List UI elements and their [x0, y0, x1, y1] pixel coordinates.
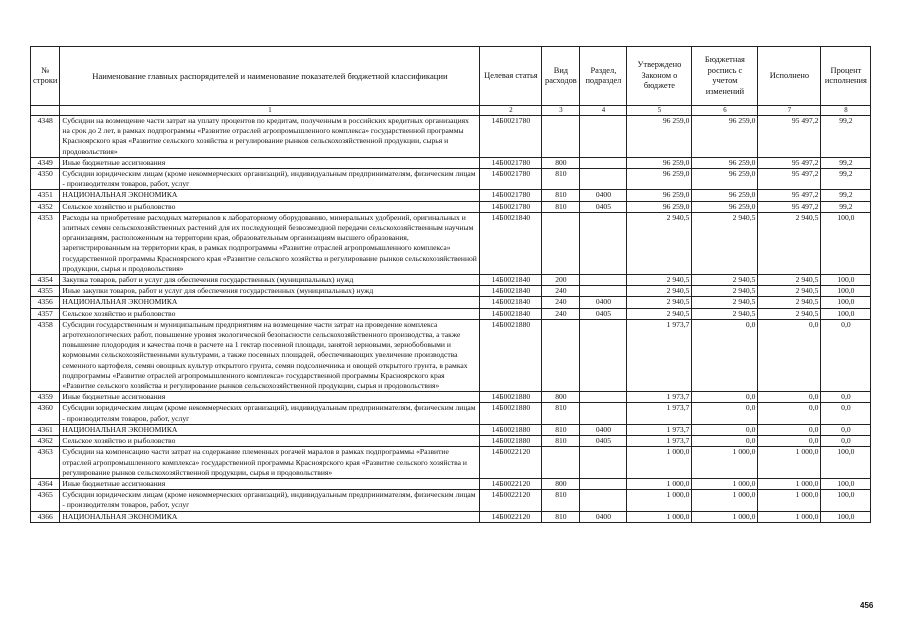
row-name-cell: Сельское хозяйство и рыболовство [60, 201, 480, 212]
percent-cell: 100,0 [821, 297, 871, 308]
executed-amount-cell: 1 000,0 [758, 490, 821, 511]
executed-amount-cell: 1 000,0 [758, 478, 821, 489]
percent-cell: 100,0 [821, 447, 871, 479]
row-number-cell: 4356 [31, 297, 60, 308]
row-number-cell: 4348 [31, 116, 60, 158]
column-number-cell: 6 [692, 106, 758, 116]
approved-amount-cell: 1 000,0 [627, 447, 692, 479]
table-row [31, 511, 871, 522]
row-number-cell: 4364 [31, 478, 60, 489]
executed-amount-cell: 2 940,5 [758, 297, 821, 308]
executed-amount-cell: 0,0 [758, 424, 821, 435]
percent-cell: 100,0 [821, 286, 871, 297]
percent-cell: 100,0 [821, 212, 871, 274]
expense-type-cell [542, 319, 580, 391]
target-article-cell: 14Б0022120 [480, 478, 542, 489]
row-number-cell: 4358 [31, 319, 60, 391]
budget-plan-amount-cell: 1 000,0 [692, 511, 758, 522]
row-number-cell: 4357 [31, 308, 60, 319]
section-cell [580, 490, 627, 511]
target-article-cell: 14Б0021880 [480, 424, 542, 435]
budget-plan-amount-cell: 0,0 [692, 392, 758, 403]
budget-plan-amount-cell: 2 940,5 [692, 275, 758, 286]
row-name-cell: Иные бюджетные ассигнования [60, 478, 480, 489]
row-name-cell: Закупка товаров, работ и услуг для обеспечения государственных (муниципальных) нужд [60, 275, 480, 286]
budget-plan-amount-cell: 96 259,0 [692, 201, 758, 212]
row-name-cell: Иные бюджетные ассигнования [60, 392, 480, 403]
expense-type-cell: 810 [542, 511, 580, 522]
table-row [31, 286, 871, 297]
header-row [31, 47, 871, 106]
approved-amount-cell: 1 973,7 [627, 436, 692, 447]
row-number-cell: 4354 [31, 275, 60, 286]
row-number-cell: 4349 [31, 157, 60, 168]
executed-amount-cell: 0,0 [758, 436, 821, 447]
approved-amount-cell: 1 000,0 [627, 511, 692, 522]
target-article-cell: 14Б0021840 [480, 212, 542, 274]
row-number-cell: 4361 [31, 424, 60, 435]
column-number-cell: 8 [821, 106, 871, 116]
table-row [31, 201, 871, 212]
expense-type-cell: 810 [542, 403, 580, 424]
budget-plan-amount-cell: 96 259,0 [692, 169, 758, 190]
expense-type-cell: 810 [542, 190, 580, 201]
approved-amount-cell: 1 973,7 [627, 424, 692, 435]
approved-amount-cell: 96 259,0 [627, 157, 692, 168]
approved-amount-cell: 96 259,0 [627, 169, 692, 190]
expense-type-cell [542, 212, 580, 274]
budget-plan-amount-cell: 0,0 [692, 424, 758, 435]
approved-amount-cell: 96 259,0 [627, 201, 692, 212]
table-row [31, 190, 871, 201]
budget-plan-amount-cell: 2 940,5 [692, 286, 758, 297]
section-cell: 0400 [580, 190, 627, 201]
row-number-cell: 4359 [31, 392, 60, 403]
page-number: 456 [860, 601, 874, 610]
row-number-cell: 4353 [31, 212, 60, 274]
row-name-cell: Иные закупки товаров, работ и услуг для обеспечения государственных (муниципальных) нужд [60, 286, 480, 297]
expense-type-cell: 240 [542, 297, 580, 308]
expense-type-cell: 810 [542, 490, 580, 511]
row-number-cell: 4351 [31, 190, 60, 201]
target-article-cell: 14Б0021880 [480, 436, 542, 447]
target-article-cell: 14Б0022120 [480, 490, 542, 511]
percent-cell: 100,0 [821, 275, 871, 286]
executed-amount-cell: 2 940,5 [758, 275, 821, 286]
row-name-cell: Иные бюджетные ассигнования [60, 157, 480, 168]
column-number-cell: 4 [580, 106, 627, 116]
row-number-cell: 4363 [31, 447, 60, 479]
executed-amount-cell: 0,0 [758, 319, 821, 391]
section-cell [580, 275, 627, 286]
row-name-cell: Сельское хозяйство и рыболовство [60, 308, 480, 319]
budget-plan-amount-cell: 0,0 [692, 403, 758, 424]
executed-amount-cell: 95 497,2 [758, 201, 821, 212]
row-name-cell: Сельское хозяйство и рыболовство [60, 436, 480, 447]
expense-type-cell: 810 [542, 201, 580, 212]
table-row [31, 319, 871, 391]
approved-amount-cell: 96 259,0 [627, 190, 692, 201]
target-article-cell: 14Б0022120 [480, 511, 542, 522]
table-row [31, 424, 871, 435]
column-number-cell: 5 [627, 106, 692, 116]
executed-amount-cell: 2 940,5 [758, 308, 821, 319]
percent-cell: 99,2 [821, 169, 871, 190]
table-row [31, 157, 871, 168]
target-article-cell: 14Б0021840 [480, 275, 542, 286]
row-number-cell: 4350 [31, 169, 60, 190]
executed-amount-cell: 95 497,2 [758, 157, 821, 168]
executed-amount-cell: 95 497,2 [758, 116, 821, 158]
row-number-cell: 4355 [31, 286, 60, 297]
target-article-cell: 14Б0021780 [480, 201, 542, 212]
table-row [31, 403, 871, 424]
section-cell: 0405 [580, 308, 627, 319]
percent-cell: 0,0 [821, 436, 871, 447]
header-expense-type: Вид расходов [542, 47, 580, 106]
budget-plan-amount-cell: 1 000,0 [692, 447, 758, 479]
table-row [31, 478, 871, 489]
table-row [31, 212, 871, 274]
section-cell [580, 212, 627, 274]
percent-cell: 0,0 [821, 403, 871, 424]
expense-type-cell: 800 [542, 392, 580, 403]
header-name: Наименование главных распорядителей и наименование показателей бюджетной классификации [60, 47, 480, 106]
table-row [31, 490, 871, 511]
expense-type-cell: 240 [542, 308, 580, 319]
percent-cell: 99,2 [821, 201, 871, 212]
approved-amount-cell: 1 973,7 [627, 319, 692, 391]
percent-cell: 99,2 [821, 116, 871, 158]
header-approved: Утверждено Законом о бюджете [627, 47, 692, 106]
table-row [31, 169, 871, 190]
column-number-cell: 3 [542, 106, 580, 116]
row-number-cell: 4366 [31, 511, 60, 522]
row-number-cell: 4352 [31, 201, 60, 212]
percent-cell: 0,0 [821, 424, 871, 435]
executed-amount-cell: 95 497,2 [758, 169, 821, 190]
row-name-cell: Субсидии юридическим лицам (кроме некоммерческих организаций), индивидуальным предпринимателям, физическим лицам - производителям товаров, работ, услуг [60, 169, 480, 190]
percent-cell: 99,2 [821, 190, 871, 201]
section-cell: 0400 [580, 297, 627, 308]
expense-type-cell: 800 [542, 157, 580, 168]
section-cell [580, 157, 627, 168]
percent-cell: 0,0 [821, 319, 871, 391]
approved-amount-cell: 1 973,7 [627, 403, 692, 424]
executed-amount-cell: 2 940,5 [758, 212, 821, 274]
table-row [31, 308, 871, 319]
budget-plan-amount-cell: 2 940,5 [692, 308, 758, 319]
section-cell: 0400 [580, 424, 627, 435]
approved-amount-cell: 1 973,7 [627, 392, 692, 403]
row-name-cell: Субсидии юридическим лицам (кроме некоммерческих организаций), индивидуальным предпринимателям, физическим лицам - производителям товаров, работ, услуг [60, 490, 480, 511]
executed-amount-cell: 1 000,0 [758, 511, 821, 522]
target-article-cell: 14Б0021840 [480, 297, 542, 308]
column-number-cell: 2 [480, 106, 542, 116]
approved-amount-cell: 2 940,5 [627, 286, 692, 297]
section-cell [580, 392, 627, 403]
percent-cell: 100,0 [821, 308, 871, 319]
header-executed: Исполнено [758, 47, 821, 106]
executed-amount-cell: 0,0 [758, 403, 821, 424]
expense-type-cell: 240 [542, 286, 580, 297]
table-row [31, 116, 871, 158]
approved-amount-cell: 2 940,5 [627, 275, 692, 286]
approved-amount-cell: 2 940,5 [627, 212, 692, 274]
row-number-cell: 4365 [31, 490, 60, 511]
row-name-cell: НАЦИОНАЛЬНАЯ ЭКОНОМИКА [60, 511, 480, 522]
column-number-row [31, 106, 871, 116]
budget-plan-amount-cell: 96 259,0 [692, 116, 758, 158]
budget-plan-amount-cell: 2 940,5 [692, 212, 758, 274]
row-number-cell: 4360 [31, 403, 60, 424]
target-article-cell: 14Б0021780 [480, 169, 542, 190]
executed-amount-cell: 95 497,2 [758, 190, 821, 201]
target-article-cell: 14Б0021780 [480, 116, 542, 158]
budget-plan-amount-cell: 2 940,5 [692, 297, 758, 308]
table-row [31, 297, 871, 308]
section-cell [580, 116, 627, 158]
target-article-cell: 14Б0021840 [480, 308, 542, 319]
section-cell: 0405 [580, 201, 627, 212]
row-name-cell: НАЦИОНАЛЬНАЯ ЭКОНОМИКА [60, 297, 480, 308]
table-row [31, 392, 871, 403]
row-name-cell: Субсидии на возмещение части затрат на уплату процентов по кредитам, полученным в российских кредитных организациях на срок до 2 лет, в рамках подпрограммы «Развитие отраслей агропромышленного комплекса» государственной программы Красноярского края «Развитие сельского хозяйства и регулирование рынков сельскохозяйственной продукции, сырья и продовольствия» [60, 116, 480, 158]
target-article-cell: 14Б0021840 [480, 286, 542, 297]
target-article-cell: 14Б0021880 [480, 319, 542, 391]
header-row-no: № строки [31, 47, 60, 106]
budget-plan-amount-cell: 0,0 [692, 436, 758, 447]
budget-plan-amount-cell: 1 000,0 [692, 478, 758, 489]
row-name-cell: Субсидии юридическим лицам (кроме некоммерческих организаций), индивидуальным предпринимателям, физическим лицам - производителям товаров, работ, услуг [60, 403, 480, 424]
section-cell [580, 319, 627, 391]
expense-type-cell: 810 [542, 169, 580, 190]
expense-type-cell: 810 [542, 436, 580, 447]
expense-type-cell: 800 [542, 478, 580, 489]
header-target-article: Целевая статья [480, 47, 542, 106]
row-name-cell: НАЦИОНАЛЬНАЯ ЭКОНОМИКА [60, 424, 480, 435]
row-name-cell: Субсидии государственным и муниципальным предприятиям на возмещение части затрат на проведение комплекса агротехнологических работ, повышение уровня экологической безопасности сельскохозяйственного производства, а также повышение плодородия и качества почв в расчете на 1 гектар посевной площади, занятой зерновыми, зернобобовыми и кормовыми сельскохозяйственными культурами, а также посевных площадей, обеспечивающих увеличение производства семенного картофеля, семян овощных культур открытого грунта, семян подсолнечника и овощей открытого грунта, в рамках подпрограммы «Развитие отраслей агропромышленного комплекса» государственной программы Красноярского края «Развитие сельского хозяйства и регулирование рынков сельскохозяйственной продукции, сырья и продовольствия» [60, 319, 480, 391]
column-number-cell: 1 [60, 106, 480, 116]
percent-cell: 0,0 [821, 392, 871, 403]
executed-amount-cell: 1 000,0 [758, 447, 821, 479]
row-name-cell: Расходы на приобретение расходных материалов к лабораторному оборудованию, минеральных удобрений, оригинальных и элитных семян сельскохозяйственных растений для их последующей безвозмездной передачи сельскохозяйственным научным организациям, расположенным на территории края, образовательным организациям высшего образования, зарегистрированным на территории края, в рамках подпрограммы «Развитие отраслей агропромышленного комплекса» государственной программы Красноярского края «Развитие сельского хозяйства и регулирование рынков сельскохозяйственной продукции, сырья и продовольствия» [60, 212, 480, 274]
target-article-cell: 14Б0021880 [480, 403, 542, 424]
approved-amount-cell: 1 000,0 [627, 490, 692, 511]
target-article-cell: 14Б0021780 [480, 157, 542, 168]
percent-cell: 99,2 [821, 157, 871, 168]
table-row [31, 447, 871, 479]
budget-plan-amount-cell: 96 259,0 [692, 157, 758, 168]
budget-plan-amount-cell: 96 259,0 [692, 190, 758, 201]
section-cell [580, 478, 627, 489]
executed-amount-cell: 2 940,5 [758, 286, 821, 297]
approved-amount-cell: 2 940,5 [627, 308, 692, 319]
section-cell: 0405 [580, 436, 627, 447]
expense-type-cell [542, 447, 580, 479]
header-section: Раздел, подраздел [580, 47, 627, 106]
approved-amount-cell: 1 000,0 [627, 478, 692, 489]
executed-amount-cell: 0,0 [758, 392, 821, 403]
expense-type-cell [542, 116, 580, 158]
header-budget-plan: Бюджетная роспись с учетом изменений [692, 47, 758, 106]
budget-execution-table [30, 46, 871, 523]
target-article-cell: 14Б0021880 [480, 392, 542, 403]
expense-type-cell: 810 [542, 424, 580, 435]
column-number-cell: 7 [758, 106, 821, 116]
expense-type-cell: 200 [542, 275, 580, 286]
section-cell [580, 286, 627, 297]
budget-plan-amount-cell: 1 000,0 [692, 490, 758, 511]
section-cell: 0400 [580, 511, 627, 522]
section-cell [580, 403, 627, 424]
target-article-cell: 14Б0021780 [480, 190, 542, 201]
header-percent: Процент исполнения [821, 47, 871, 106]
row-number-cell: 4362 [31, 436, 60, 447]
row-name-cell: Субсидии на компенсацию части затрат на содержание племенных рогачей маралов в рамках подпрограммы «Развитие отраслей агропромышленного комплекса» государственной программы Красноярского края «Развитие сельского хозяйства и регулирование рынков сельскохозяйственной продукции, сырья и продовольствия» [60, 447, 480, 479]
approved-amount-cell: 2 940,5 [627, 297, 692, 308]
table-row [31, 275, 871, 286]
percent-cell: 100,0 [821, 511, 871, 522]
target-article-cell: 14Б0022120 [480, 447, 542, 479]
approved-amount-cell: 96 259,0 [627, 116, 692, 158]
budget-plan-amount-cell: 0,0 [692, 319, 758, 391]
section-cell [580, 447, 627, 479]
percent-cell: 100,0 [821, 490, 871, 511]
row-name-cell: НАЦИОНАЛЬНАЯ ЭКОНОМИКА [60, 190, 480, 201]
column-number-cell [31, 106, 60, 116]
section-cell [580, 169, 627, 190]
table-row [31, 436, 871, 447]
percent-cell: 100,0 [821, 478, 871, 489]
